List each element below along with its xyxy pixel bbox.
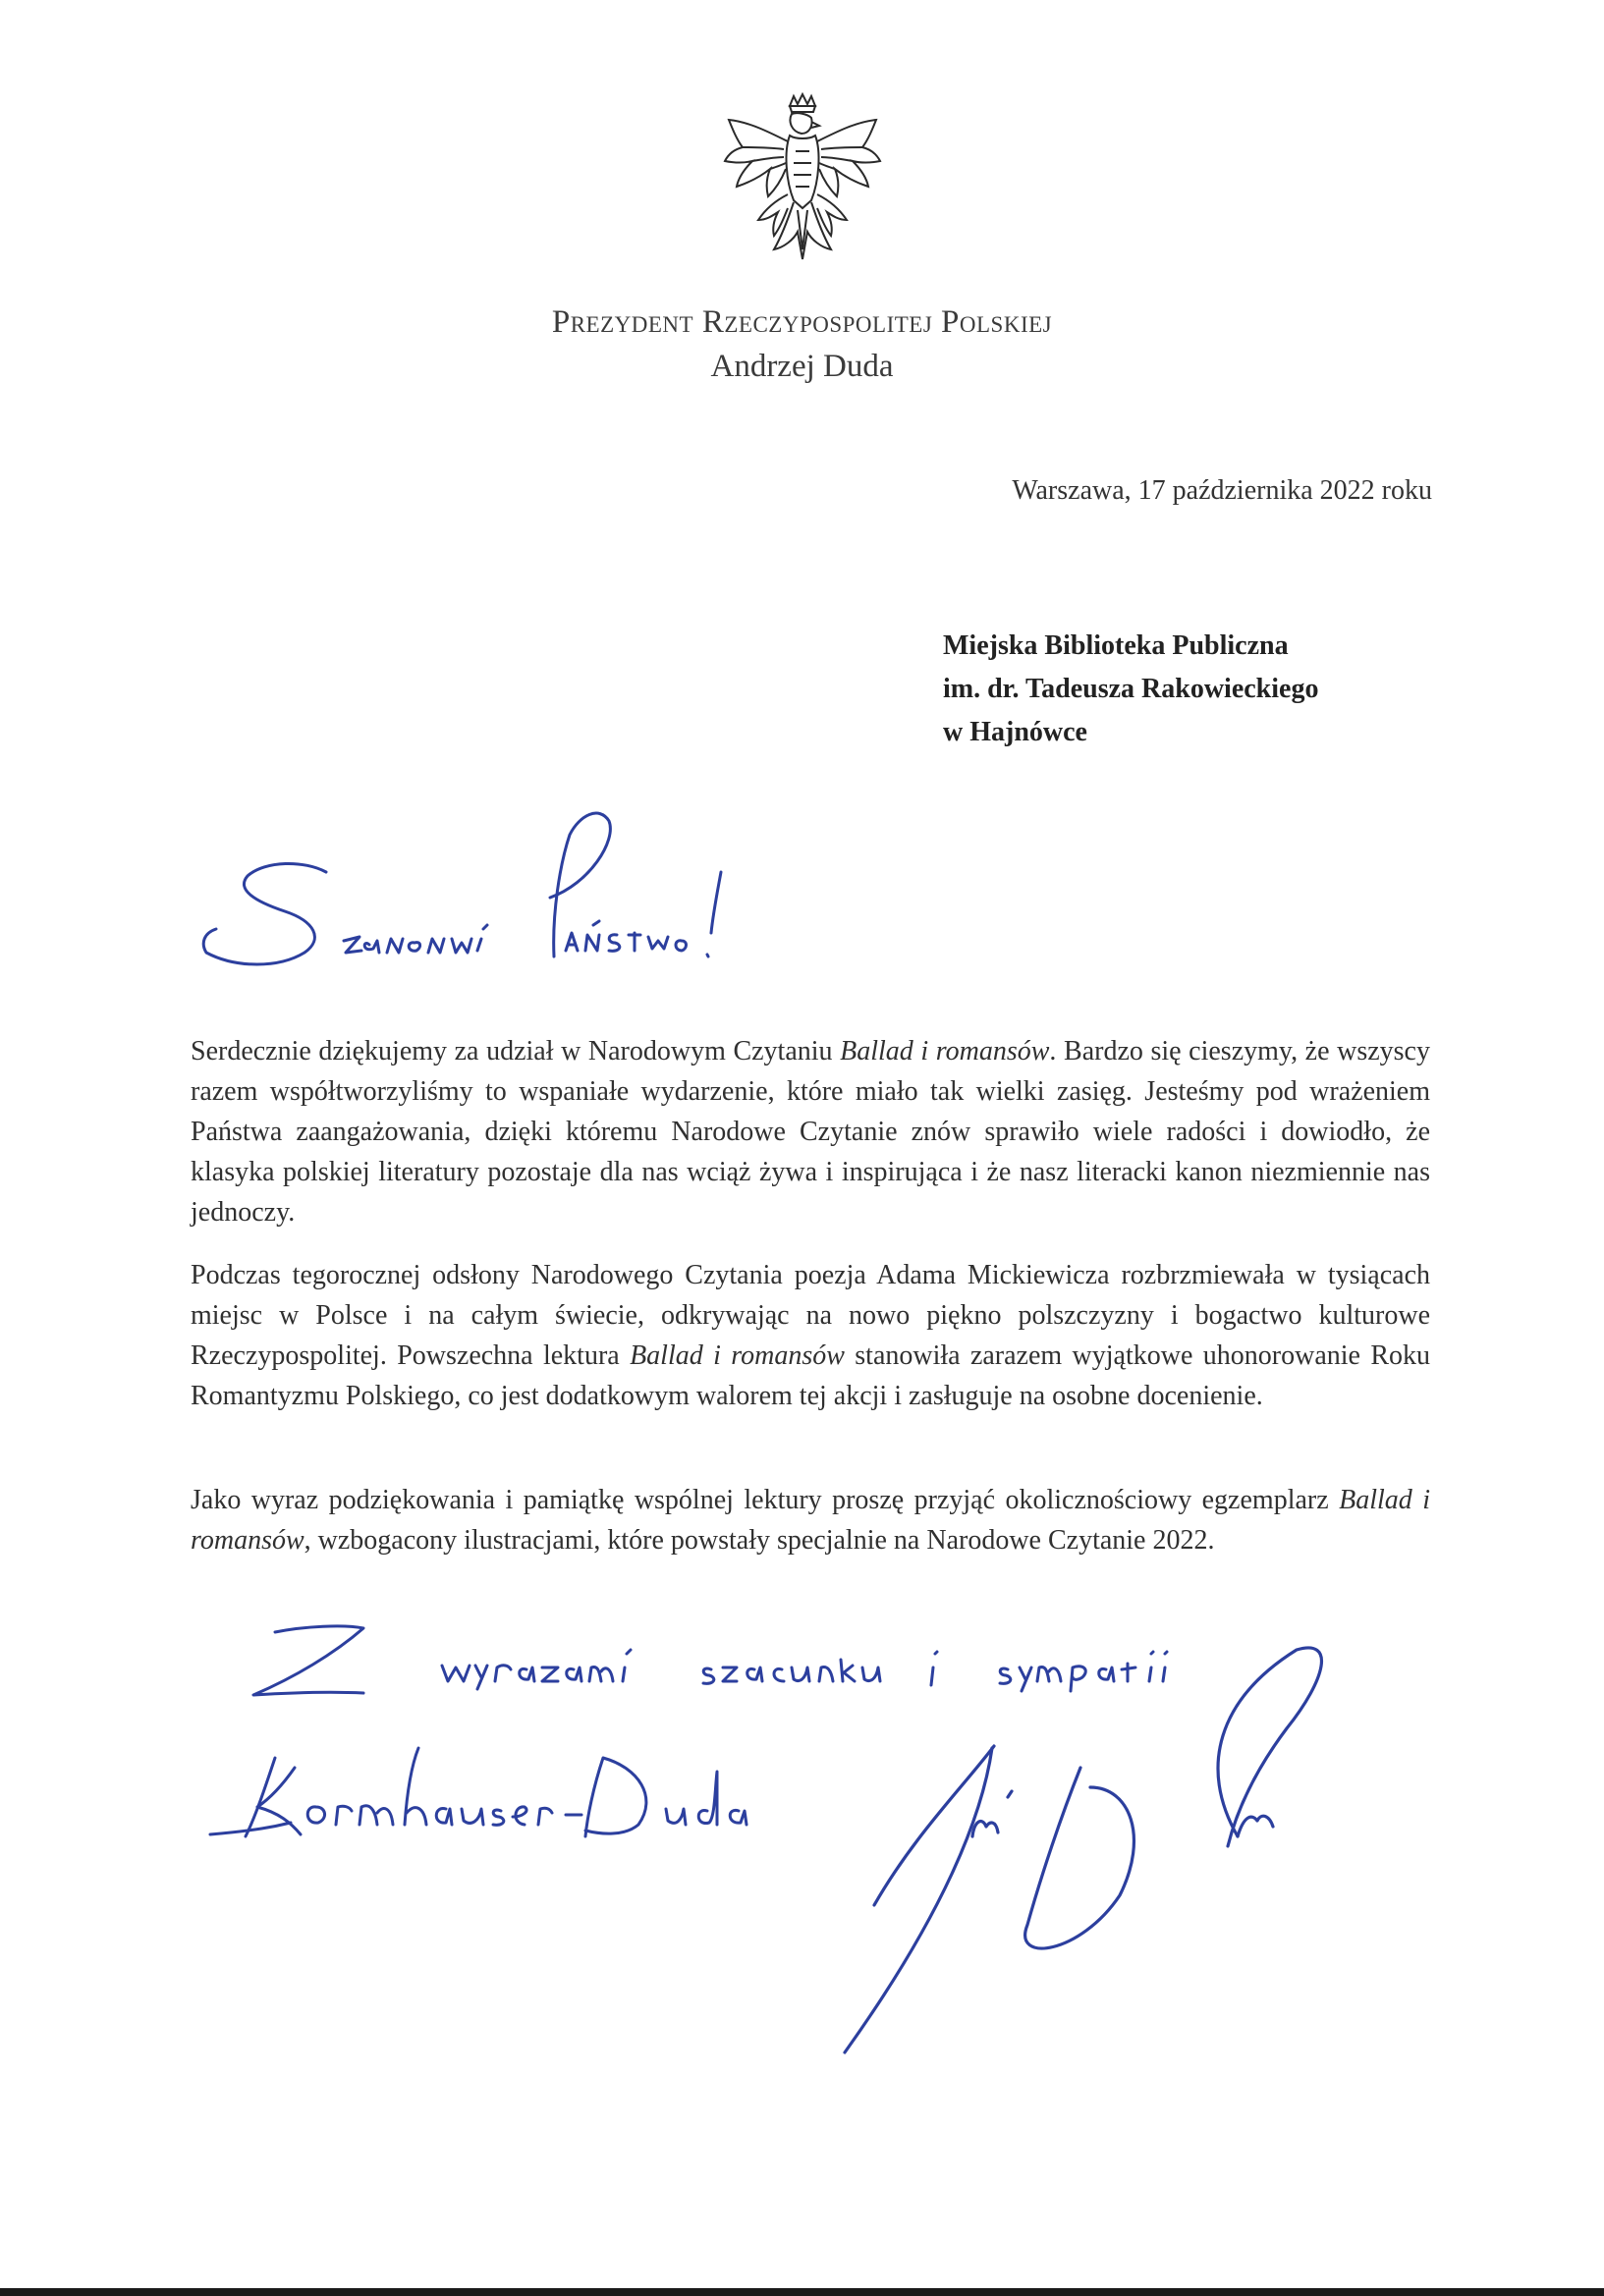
addressee-block (943, 625, 1318, 754)
paragraph-2-text-a: Podczas tegorocznej odsłony Narodowego Czytania poezja Adama Mickiewicza rozbrzmiewała w tysiącach miejsc w Polsce i na całym świecie, odkrywając na nowo piękno polszczyzny i bogactwo kulturowe Rzeczypospolitej. Powszechna lektura (191, 1260, 1430, 1371)
page-bottom-border (0, 2288, 1604, 2296)
book-title-ref: Ballad i romansów (630, 1340, 845, 1371)
paragraph-3-text-a: Jako wyraz podziękowania i pamiątkę wspólnej lektury proszę przyjąć okolicznościowy egzemplarz (191, 1485, 1340, 1515)
signature-president (825, 1640, 1454, 2072)
addressee-line-1: Miejska Biblioteka Publiczna (943, 630, 1289, 661)
letter-date: Warszawa, 17 października 2022 roku (1012, 475, 1432, 506)
paragraph-3-text-b: , wzbogacony ilustracjami, które powstały specjalnie na Narodowe Czytanie 2022. (304, 1525, 1215, 1556)
paragraph-3 (191, 1480, 1430, 1560)
book-title-ref: Ballad i romansów (840, 1036, 1050, 1066)
paragraph-2-text-b: stanowiła zarazem wyjątkowe uhonorowanie Roku Romantyzmu Polskiego, co jest dodatkowym walorem tej akcji i zasługuje na osobne docenienie. (191, 1340, 1431, 1411)
addressee-line-2: im. dr. Tadeusza Rakowieckiego (943, 674, 1319, 704)
paragraph-1-text-a: Serdecznie dziękujemy za udział w Narodowym Czytaniu (191, 1036, 841, 1066)
paragraph-1 (191, 1031, 1430, 1232)
greeting-handwritten (196, 795, 825, 992)
eagle-emblem-icon (719, 92, 886, 277)
header-name: Andrzej Duda (710, 349, 894, 384)
header-title: Prezydent Rzeczypospolitej Polskiej (551, 304, 1053, 340)
book-title-ref: Ballad i romansów (191, 1485, 1430, 1556)
paragraph-1-text-b: . Bardzo się cieszymy, że wszyscy razem współtworzyliśmy to wspaniałe wydarzenie, które miało tak wielki zasięg. Jesteśmy pod wrażeniem Państwa zaangażowania, dzięki któremu Narodowe Czytanie znów sprawiło wiele radości i dowiodło, że klasyka polskiej literatury pozostaje dla nas wciąż żywa i inspirująca i że nasz literacki kanon niezmiennie nas jednoczy. (191, 1036, 1430, 1228)
signature-kornhauser-duda (196, 1728, 825, 1866)
paragraph-2 (191, 1255, 1430, 1416)
addressee-line-3: w Hajnówce (943, 717, 1087, 747)
